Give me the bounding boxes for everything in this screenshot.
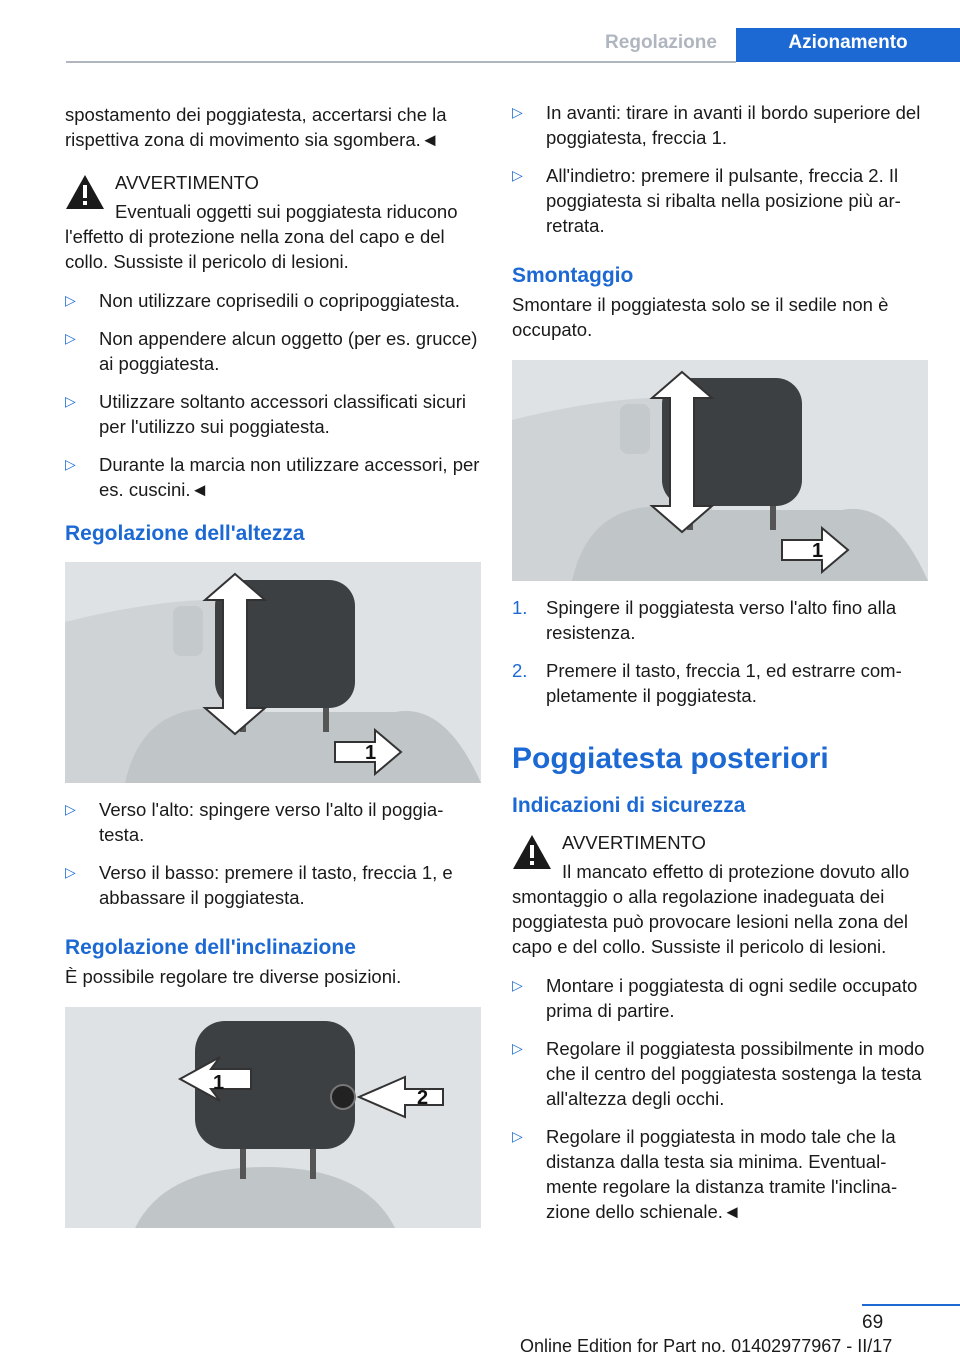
list-item: 1. Spingere il poggiatesta verso l'alto fino alla resistenza. (512, 597, 897, 643)
triangle-right-icon: ▷ (65, 864, 76, 880)
height-list (65, 797, 481, 910)
list-item: ▷ All'indietro: premere il pulsante, freccia 2. Il poggiatesta si ribalta nella posizione più arretrata. (512, 165, 901, 236)
warning-text: Il mancato effetto di protezione dovuto allo smontaggio o alla regolazione inadeguata dei poggiatesta può provocare lesioni nella zona del capo e del collo. Sussiste il pericolo di lesioni. (512, 861, 910, 957)
warning-title: AVVERTIMENTO (562, 832, 706, 853)
rear-warning-list (512, 973, 928, 1224)
headrest-height-figure (65, 562, 481, 783)
list-item: ▷ Regolare il poggiatesta in modo tale che la distanza dalla testa sia minima. Eventualmente regolare la distanza tramite l'inclinazione dello schienale.◄ (512, 1126, 898, 1222)
list-item: ▷ Verso l'alto: spingere verso l'alto il poggiatesta. (65, 799, 444, 845)
removal-steps (512, 595, 928, 708)
warning-block (512, 830, 928, 959)
triangle-right-icon: ▷ (512, 977, 523, 993)
list-item: 2. Premere il tasto, freccia 1, ed estrarre completamente il poggiatesta. (512, 660, 902, 706)
arrow-label: 1 (812, 540, 824, 562)
triangle-right-icon: ▷ (512, 1128, 523, 1144)
triangle-right-icon: ▷ (512, 167, 523, 183)
list-item: ▷ Non utilizzare coprisedili o copripoggiatesta. (65, 290, 460, 311)
triangle-right-icon: ▷ (65, 393, 76, 409)
section-title-removal: Smontaggio (512, 264, 634, 287)
intro-text: spostamento dei poggiatesta, accertarsi che la rispettiva zona di movimento sia sgombera.◄ (65, 104, 447, 150)
section-title-rear: Poggiatesta posteriori (512, 742, 829, 775)
page-number: 69 (862, 1312, 884, 1333)
list-item: ▷ In avanti: tirare in avanti il bordo superiore del poggiatesta, freccia 1. (512, 102, 921, 148)
list-item: ▷ Durante la marcia non utilizzare accessori, per es. cuscini.◄ (65, 454, 480, 500)
triangle-right-icon: ▷ (512, 104, 523, 120)
triangle-right-icon: ▷ (512, 1040, 523, 1056)
warning-list (65, 288, 481, 502)
warning-block (65, 170, 481, 274)
list-item: ▷ Non appendere alcun oggetto (per es. grucce) ai poggiatesta. (65, 328, 478, 374)
triangle-right-icon: ▷ (65, 292, 76, 308)
triangle-right-icon: ▷ (65, 330, 76, 346)
list-item: ▷ Regolare il poggiatesta possibilmente in modo che il centro del poggiatesta sostenga la testa all'altezza degli occhi. (512, 1038, 925, 1109)
triangle-right-icon: ▷ (65, 456, 76, 472)
removal-text: Smontare il poggiatesta solo se il sedile non è occupato. (512, 294, 889, 340)
arrow-label: 1 (213, 1072, 225, 1094)
footer-rule (862, 1304, 960, 1306)
edition-footer: Online Edition for Part no. 01402977967 - II/17 (520, 1336, 893, 1356)
tab-regolazione[interactable]: Regolazione (605, 32, 717, 53)
headrest-tilt-figure (65, 1007, 481, 1228)
arrow-label: 1 (365, 742, 377, 764)
section-title-safety: Indicazioni di sicurezza (512, 794, 746, 817)
tilt-list (512, 100, 928, 238)
right-column (512, 102, 928, 1237)
warning-triangle-icon (65, 174, 105, 210)
warning-text: Eventuali oggetti sui poggiatesta riducono l'effetto di protezione nella zona del capo e del collo. Sussiste il pericolo di lesioni. (65, 201, 458, 272)
left-column (65, 102, 481, 1242)
list-item: ▷ Montare i poggiatesta di ogni sedile occupato prima di partire. (512, 975, 918, 1021)
section-title-height: Regolazione dell'altezza (65, 522, 305, 545)
warning-title: AVVERTIMENTO (115, 172, 259, 193)
list-item: ▷ Utilizzare soltanto accessori classificati sicuri per l'utilizzo sui poggiatesta. (65, 391, 467, 437)
tilt-text: È possibile regolare tre diverse posizioni. (65, 966, 402, 987)
warning-triangle-icon (512, 834, 552, 870)
tab-azionamento[interactable]: Azionamento (736, 28, 960, 62)
triangle-right-icon: ▷ (65, 801, 76, 817)
arrow-label: 2 (417, 1087, 429, 1109)
section-title-tilt: Regolazione dell'inclinazione (65, 936, 356, 959)
header-rule (66, 61, 736, 63)
headrest-removal-figure (512, 360, 928, 581)
list-item: ▷ Verso il basso: premere il tasto, freccia 1, e abbassare il poggiatesta. (65, 862, 453, 908)
